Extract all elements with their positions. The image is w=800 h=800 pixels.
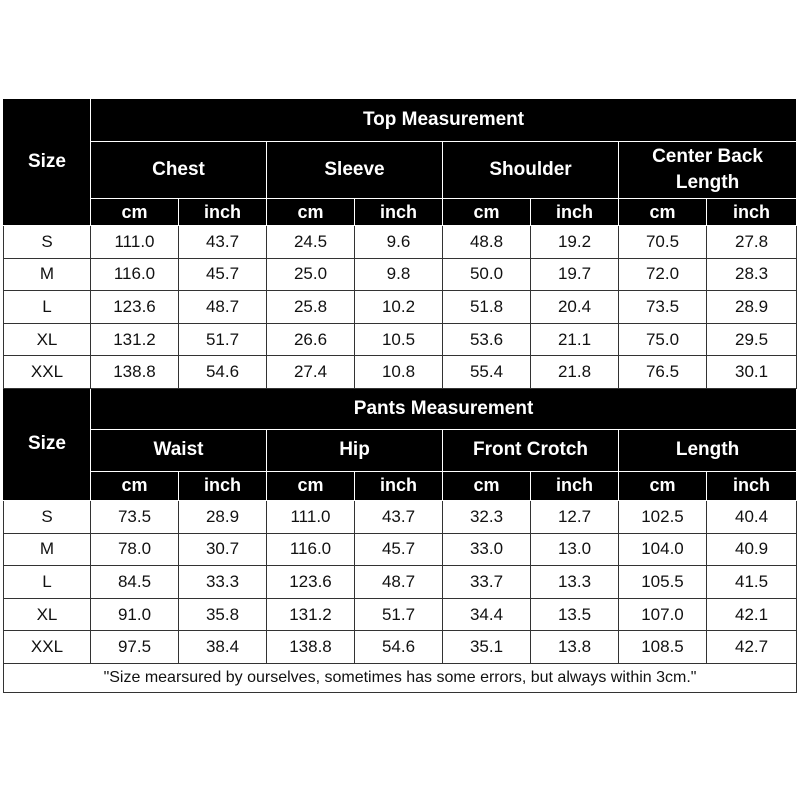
value-cell: 30.1 [707,356,797,389]
value-cell: 54.6 [355,631,443,664]
size-cell: S [4,226,91,259]
value-cell: 131.2 [91,323,179,356]
pants-unit-inch: inch [531,471,619,500]
value-cell: 41.5 [707,566,797,599]
value-cell: 111.0 [267,500,355,533]
size-cell: L [4,566,91,599]
value-cell: 28.9 [179,500,267,533]
value-cell: 20.4 [531,291,619,324]
value-cell: 40.9 [707,533,797,566]
value-cell: 27.4 [267,356,355,389]
top-col-shoulder: Shoulder [443,142,619,199]
pants-col-front-crotch: Front Crotch [443,429,619,471]
value-cell: 43.7 [179,226,267,259]
value-cell: 45.7 [355,533,443,566]
size-cell: XXL [4,356,91,389]
value-cell: 13.0 [531,533,619,566]
value-cell: 35.8 [179,598,267,631]
value-cell: 123.6 [91,291,179,324]
value-cell: 33.7 [443,566,531,599]
value-cell: 48.8 [443,226,531,259]
top-measurement-title: Top Measurement [91,99,797,142]
value-cell: 19.2 [531,226,619,259]
value-cell: 54.6 [179,356,267,389]
top-size-header: Size [4,99,91,226]
pants-unit-inch: inch [707,471,797,500]
value-cell: 40.4 [707,500,797,533]
value-cell: 73.5 [619,291,707,324]
value-cell: 27.8 [707,226,797,259]
value-cell: 42.1 [707,598,797,631]
value-cell: 102.5 [619,500,707,533]
value-cell: 76.5 [619,356,707,389]
value-cell: 53.6 [443,323,531,356]
value-cell: 28.3 [707,258,797,291]
pants-measurement-title: Pants Measurement [91,388,797,429]
value-cell: 123.6 [267,566,355,599]
value-cell: 131.2 [267,598,355,631]
pants-unit-inch: inch [355,471,443,500]
table-row [4,500,797,533]
value-cell: 55.4 [443,356,531,389]
top-unit-cm: cm [91,199,179,226]
top-table-body [4,226,797,389]
value-cell: 48.7 [179,291,267,324]
value-cell: 13.5 [531,598,619,631]
value-cell: 116.0 [267,533,355,566]
table-row [4,598,797,631]
value-cell: 13.8 [531,631,619,664]
value-cell: 97.5 [91,631,179,664]
value-cell: 70.5 [619,226,707,259]
pants-col-waist: Waist [91,429,267,471]
value-cell: 51.7 [179,323,267,356]
value-cell: 9.8 [355,258,443,291]
value-cell: 10.8 [355,356,443,389]
value-cell: 111.0 [91,226,179,259]
value-cell: 73.5 [91,500,179,533]
top-unit-inch: inch [531,199,619,226]
value-cell: 38.4 [179,631,267,664]
value-cell: 9.6 [355,226,443,259]
top-unit-inch: inch [179,199,267,226]
value-cell: 51.7 [355,598,443,631]
value-cell: 21.8 [531,356,619,389]
size-cell: M [4,258,91,291]
top-unit-cm: cm [267,199,355,226]
value-cell: 42.7 [707,631,797,664]
value-cell: 33.0 [443,533,531,566]
top-col-sleeve: Sleeve [267,142,443,199]
value-cell: 13.3 [531,566,619,599]
top-col-center-back-length: Center Back Length [619,142,797,199]
value-cell: 116.0 [91,258,179,291]
value-cell: 10.2 [355,291,443,324]
value-cell: 107.0 [619,598,707,631]
size-chart [3,98,796,693]
value-cell: 29.5 [707,323,797,356]
table-row [4,566,797,599]
value-cell: 43.7 [355,500,443,533]
size-cell: L [4,291,91,324]
value-cell: 84.5 [91,566,179,599]
value-cell: 48.7 [355,566,443,599]
value-cell: 32.3 [443,500,531,533]
value-cell: 78.0 [91,533,179,566]
value-cell: 72.0 [619,258,707,291]
pants-size-header: Size [4,388,91,500]
value-cell: 105.5 [619,566,707,599]
value-cell: 25.0 [267,258,355,291]
value-cell: 91.0 [91,598,179,631]
size-cell: XXL [4,631,91,664]
value-cell: 33.3 [179,566,267,599]
pants-table-body [4,500,797,663]
value-cell: 34.4 [443,598,531,631]
table-row [4,323,797,356]
size-cell: M [4,533,91,566]
pants-unit-cm: cm [619,471,707,500]
pants-col-hip: Hip [267,429,443,471]
value-cell: 19.7 [531,258,619,291]
value-cell: 104.0 [619,533,707,566]
value-cell: 26.6 [267,323,355,356]
value-cell: 108.5 [619,631,707,664]
top-unit-cm: cm [619,199,707,226]
value-cell: 10.5 [355,323,443,356]
value-cell: 50.0 [443,258,531,291]
table-row [4,226,797,259]
value-cell: 12.7 [531,500,619,533]
table-row [4,291,797,324]
pants-unit-cm: cm [443,471,531,500]
table-row [4,533,797,566]
top-unit-inch: inch [355,199,443,226]
top-col-chest: Chest [91,142,267,199]
size-cell: S [4,500,91,533]
value-cell: 45.7 [179,258,267,291]
pants-col-length: Length [619,429,797,471]
value-cell: 30.7 [179,533,267,566]
top-unit-inch: inch [707,199,797,226]
value-cell: 138.8 [267,631,355,664]
size-cell: XL [4,323,91,356]
table-row [4,631,797,664]
value-cell: 35.1 [443,631,531,664]
table-row [4,356,797,389]
value-cell: 75.0 [619,323,707,356]
value-cell: 24.5 [267,226,355,259]
value-cell: 138.8 [91,356,179,389]
value-cell: 25.8 [267,291,355,324]
pants-unit-cm: cm [267,471,355,500]
footnote: "Size mearsured by ourselves, sometimes has some errors, but always within 3cm." [4,663,797,692]
value-cell: 51.8 [443,291,531,324]
size-cell: XL [4,598,91,631]
size-chart-table [3,98,797,693]
pants-unit-inch: inch [179,471,267,500]
top-unit-cm: cm [443,199,531,226]
pants-unit-cm: cm [91,471,179,500]
value-cell: 28.9 [707,291,797,324]
table-row [4,258,797,291]
value-cell: 21.1 [531,323,619,356]
